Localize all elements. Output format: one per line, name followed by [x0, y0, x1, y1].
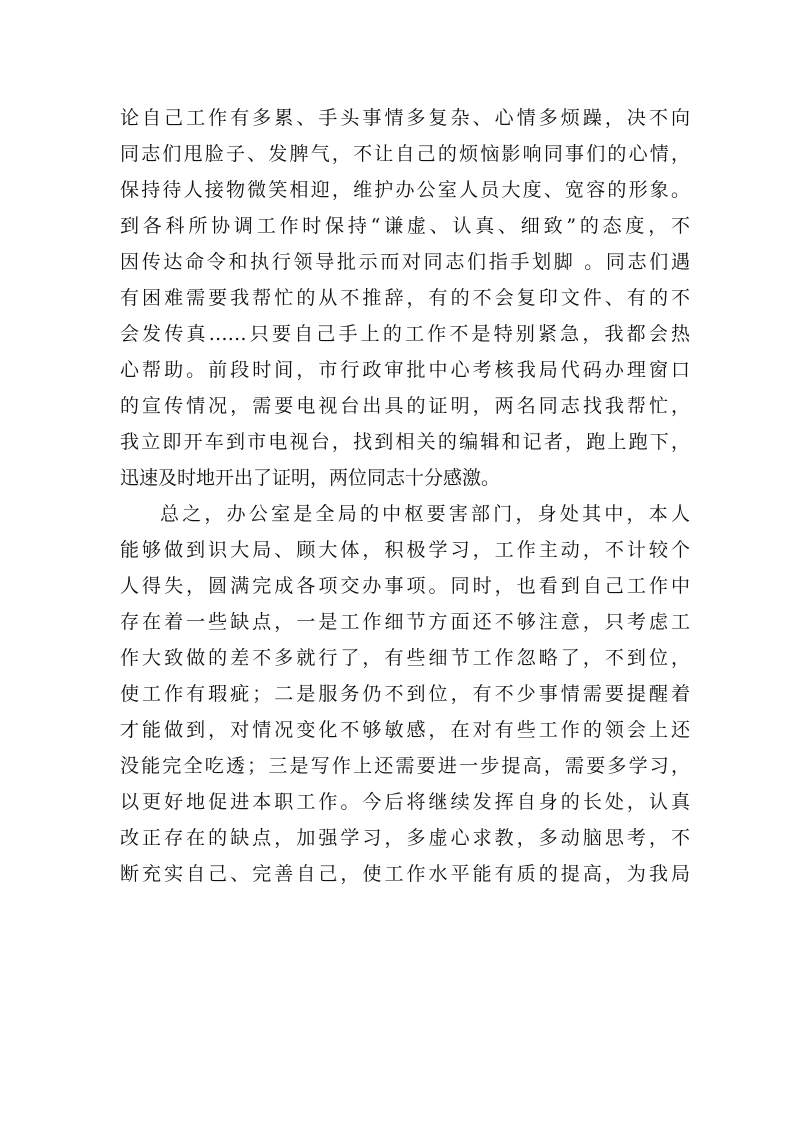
text-line: 心帮助。前段时间，市行政审批中心考核我局代码办理窗口	[120, 359, 690, 381]
text-line: 存在着一些缺点，一是工作细节方面还不够注意，只考虑工	[120, 611, 690, 633]
text-line: 才能做到，对情况变化不够敏感，在对有些工作的领会上还	[120, 719, 690, 741]
text-line: 总之，办公室是全局的中枢要害部门，身处其中，本人	[160, 503, 690, 525]
paragraph-2	[120, 496, 690, 892]
body-text	[120, 100, 690, 892]
text-line: 迅速及时地开出了证明，两位同志十分感激。	[120, 467, 501, 489]
paragraph-1	[120, 100, 690, 496]
text-line: 能够做到识大局、顾大体，积极学习，工作主动，不计较个	[120, 539, 690, 561]
text-line: 保持待人接物微笑相迎，维护办公室人员大度、宽容的形象。	[120, 179, 690, 201]
text-line: 会发传真……只要自己手上的工作不是特别紧急，我都会热	[120, 323, 690, 345]
text-line: 到各科所协调工作时保持“谦虚、认真、细致”的态度，不	[120, 215, 690, 237]
text-line: 我立即开车到市电视台，找到相关的编辑和记者，跑上跑下，	[120, 431, 690, 453]
text-line: 有困难需要我帮忙的从不推辞，有的不会复印文件、有的不	[120, 287, 690, 309]
text-line: 作大致做的差不多就行了，有些细节工作忽略了，不到位，	[120, 647, 690, 669]
text-line: 以更好地促进本职工作。今后将继续发挥自身的长处，认真	[120, 791, 690, 813]
text-line: 同志们甩脸子、发脾气，不让自己的烦恼影响同事们的心情，	[120, 143, 690, 165]
text-line: 人得失，圆满完成各项交办事项。同时，也看到自己工作中	[120, 575, 690, 597]
text-line: 断充实自己、完善自己，使工作水平能有质的提高，为我局	[120, 863, 690, 885]
text-line: 改正存在的缺点，加强学习，多虚心求教，多动脑思考，不	[120, 827, 690, 849]
text-line: 论自己工作有多累、手头事情多复杂、心情多烦躁，决不向	[120, 107, 690, 129]
text-line: 的宣传情况，需要电视台出具的证明，两名同志找我帮忙，	[120, 395, 690, 417]
text-line: 因传达命令和执行领导批示而对同志们指手划脚 。同志们遇	[120, 251, 690, 273]
text-line: 没能完全吃透；三是写作上还需要进一步提高，需要多学习，	[120, 755, 690, 777]
text-line: 使工作有瑕疵；二是服务仍不到位，有不少事情需要提醒着	[120, 683, 690, 705]
